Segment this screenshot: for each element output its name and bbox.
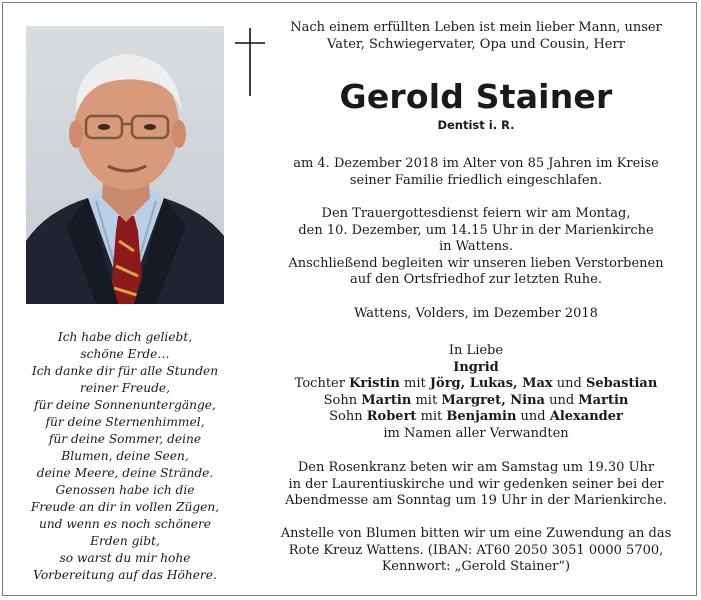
family-line-son-martin (270, 393, 682, 410)
family-name: Alexander (549, 409, 623, 424)
rosary-line: Abendmesse am Sonntag um 19 Uhr in der Marienkirche. (285, 493, 667, 508)
family-name: Kristin (349, 376, 400, 391)
service-line: auf den Ortsfriedhof zur letzten Ruhe. (350, 272, 602, 287)
family-text: mit (399, 376, 430, 391)
relatives-line: im Namen aller Verwandten (383, 425, 569, 441)
family-text: und (552, 376, 586, 391)
poem-line: deine Meere, deine Strände. (36, 466, 214, 480)
family-text: und (544, 392, 579, 408)
intro-line: Vater, Schwiegervater, Opa und Cousin, Herr (327, 36, 625, 52)
poem-line: Genossen habe ich die (55, 483, 195, 497)
service-line: Den Trauergottesdienst feiern wir am Montag, (321, 206, 631, 221)
service-line: in Wattens. (439, 239, 513, 254)
poem-line: Freude an dir in vollen Zügen, (30, 500, 220, 514)
family-name: Sebastian (586, 376, 658, 391)
poem-line: Blumen, deine Seen, (61, 449, 189, 463)
family-name: Robert (366, 409, 417, 424)
poem (20, 329, 230, 584)
portrait-photo (26, 26, 224, 304)
poem-line: für deine Sommer, deine (48, 432, 202, 446)
poem-line: Ich habe dich geliebt, (57, 330, 193, 344)
death-notice (270, 156, 682, 189)
funeral-service (270, 206, 682, 289)
rosary-notice (270, 460, 682, 510)
wife-name-text: Ingrid (453, 359, 499, 375)
family-line-daughter (270, 376, 682, 393)
poem-line: für deine Sternenhimmel, (45, 415, 205, 429)
poem-line: Ich danke dir für alle Stunden (31, 364, 219, 378)
poem-line: Vorbereitung auf das Höhere. (33, 568, 217, 582)
poem-line: so warst du mir hohe (59, 551, 191, 565)
family-text: Sohn (323, 392, 362, 408)
death-line: am 4. Dezember 2018 im Alter von 85 Jahren im Kreise (293, 156, 659, 171)
poem-line: Erden gibt, (90, 534, 160, 548)
deceased-title: Dentist i. R. (437, 118, 515, 132)
family-name: Margret, Nina (441, 392, 545, 408)
intro-line: Nach einem erfüllten Leben ist mein lieber Mann, unser (290, 20, 662, 35)
family-text: mit (416, 409, 447, 424)
wife-name (270, 360, 682, 377)
poem-line: reiner Freude, (80, 381, 170, 395)
family-name: Martin (578, 392, 629, 408)
donation-notice (270, 526, 682, 576)
poem-line: für deine Sonnenuntergänge, (34, 398, 216, 412)
family-name: Martin (361, 392, 412, 408)
place-date (270, 306, 682, 323)
death-line: seiner Familie friedlich eingeschlafen. (349, 172, 603, 188)
service-line: den 10. Dezember, um 14.15 Uhr in der Marienkirche (298, 222, 654, 238)
deceased-name: Gerold Stainer (339, 77, 613, 116)
family-name: Benjamin (446, 409, 517, 424)
family-text: und (516, 409, 550, 424)
family-line-son-robert (270, 409, 682, 426)
rosary-line: Den Rosenkranz beten wir am Samstag um 19.30 Uhr (297, 460, 655, 475)
family-text: mit (411, 392, 442, 408)
cross-icon (234, 26, 266, 98)
rosary-line: in der Laurentiuskirche und wir gedenken seiner bei der (288, 476, 664, 492)
service-line: Anschließend begleiten wir unseren lieben Verstorbenen (288, 255, 664, 271)
in-love-line: In Liebe (448, 343, 504, 358)
intro-text (270, 20, 682, 53)
donation-line: Kennwort: „Gerold Stainer“) (381, 559, 571, 574)
family-text: Tochter (294, 376, 350, 391)
family-block (270, 343, 682, 442)
donation-line: Anstelle von Blumen bitten wir um eine Zuwendung an das (280, 526, 672, 541)
place-date-line: Wattens, Volders, im Dezember 2018 (354, 306, 598, 321)
family-name: Jörg, Lukas, Max (429, 376, 553, 391)
poem-line: und wenn es noch schönere (38, 517, 212, 531)
donation-line: Rote Kreuz Wattens. (IBAN: AT60 2050 3051 0000 5700, (288, 542, 664, 558)
poem-line: schöne Erde… (80, 347, 170, 361)
family-text: Sohn (329, 409, 367, 424)
